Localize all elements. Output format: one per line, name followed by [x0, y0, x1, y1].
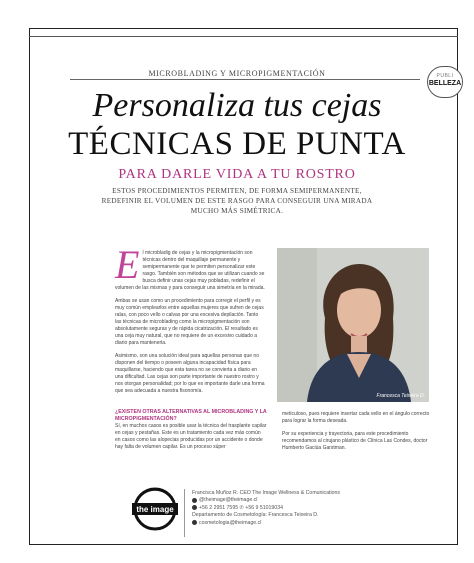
footer-phone: +56 2 2951 7595 ✆ +56 9 51019034 [199, 504, 283, 511]
footer-line-4: Departamento de Cosmetología: Francesca Teixeira D. [192, 512, 319, 519]
footer-line-3 [192, 505, 442, 512]
paragraph-4: Sí, en muchos casos es posible usar la técnica del trasplante capilar en cejas y pestañas. Este es un tratamiento cada vez más común en casos como las alopecias producidas por un accidente o donde hay falta de volumen capilar. Es un proceso súper [115, 423, 267, 450]
footer-email: cosmetologia@theimage.cl [199, 519, 262, 526]
paragraph-2: Ambas se usan como un procedimiento para corregir el perfil y es muy común emplearlos entre aquellas mujeres que sufren de cejas ralas, con poco vello o calvas por una excesiva depilación. Tanto las técnicas de microblading como la micropigmentación son absolutamente seguras y de rápida cicatrización. El resultado es una ceja muy natural, que no requiere de un excesivo cuidado a diario para mantenerla. [115, 298, 264, 346]
headline-script: Personaliza tus cejas [92, 87, 382, 124]
article-column-left [115, 242, 265, 401]
section-divider [70, 79, 420, 80]
footer-instagram: @theimage@theimage.cl [199, 497, 258, 504]
badge-small-label: PUBLI [436, 73, 454, 79]
paragraph-3: Asimismo, son una solución ideal para aquellas personas que no disponen del tiempo o poseen alguna incapacidad física para maquillarse, haciendo que esta tarea no se convierta a diario en una dificultad. Las cejas son parte importante de nuestro rostro y nos otorgan personalidad; por lo que es importante darle una forma que sea adecuada a nuestra fisonomía. [115, 353, 265, 394]
footer-line-2 [192, 497, 442, 504]
headline-main: TÉCNICAS DE PUNTA [68, 126, 406, 162]
badge-main-label: BELLEZA [428, 80, 462, 87]
paragraph-5: meticuloso, pues requiere insertar cada vello en el ángulo correcto para lograr la forma deseada. [282, 411, 430, 424]
paragraph-6: Por su experiencia y trayectoria, para este procedimiento recomendamos al cirujano plástico de Clínica Las Condes, doctor Humberto Gaciúa Garstman. [282, 431, 428, 451]
drop-cap: E [115, 242, 140, 287]
footer-contact [192, 490, 442, 527]
photo-caption: Francesca Teixeira D. [376, 393, 425, 399]
paragraph-1 [115, 242, 265, 292]
article-column-bottom-right [282, 411, 432, 458]
footer-line-1: Francisca Muñoz R. CEO The Image Wellness & Comunications [192, 490, 340, 496]
phone-icon [192, 505, 197, 510]
portrait-illustration [277, 248, 429, 402]
the-image-logo [132, 486, 178, 532]
portrait-photo [277, 248, 429, 402]
paragraph-1-text: l microbladig de cejas y la micropigmentación son técnicas dentro del maquillaje permanente y semipermanente que te permiten personalizar este rasgo. También son métodos que se utilizan cuando se busca definir unas cejas muy pobladas, redefinir el volumen de las mismas y para conseguir una simetría en la mirada. [115, 250, 265, 291]
footer-divider [184, 489, 185, 537]
question-heading: ¿EXISTEN OTRAS ALTERNATIVAS AL MICROBLADING Y LA MICROPIGMENTACIÓN? [115, 409, 267, 422]
intro-deck: ESTOS PROCEDIMIENTOS PERMITEN, DE FORMA SEMIPERMANENTE, REDEFINIR EL VOLUMEN DE ESTE RASGO PARA CONSEGUIR UNA MIRADA MUCHO MÁS SIMÉTRICA. [101, 187, 373, 215]
footer-line-5 [192, 520, 442, 527]
article-column-bottom-left [115, 409, 267, 451]
instagram-icon [192, 498, 197, 503]
top-rule [29, 36, 458, 37]
headline-sub: PARA DARLE VIDA A TU ROSTRO [118, 167, 356, 182]
instagram-icon [192, 520, 197, 525]
logo-text: the image [136, 505, 174, 514]
section-label: MICROBLADING Y MICROPIGMENTACIÓN [148, 69, 326, 78]
logo-mark [132, 486, 178, 532]
